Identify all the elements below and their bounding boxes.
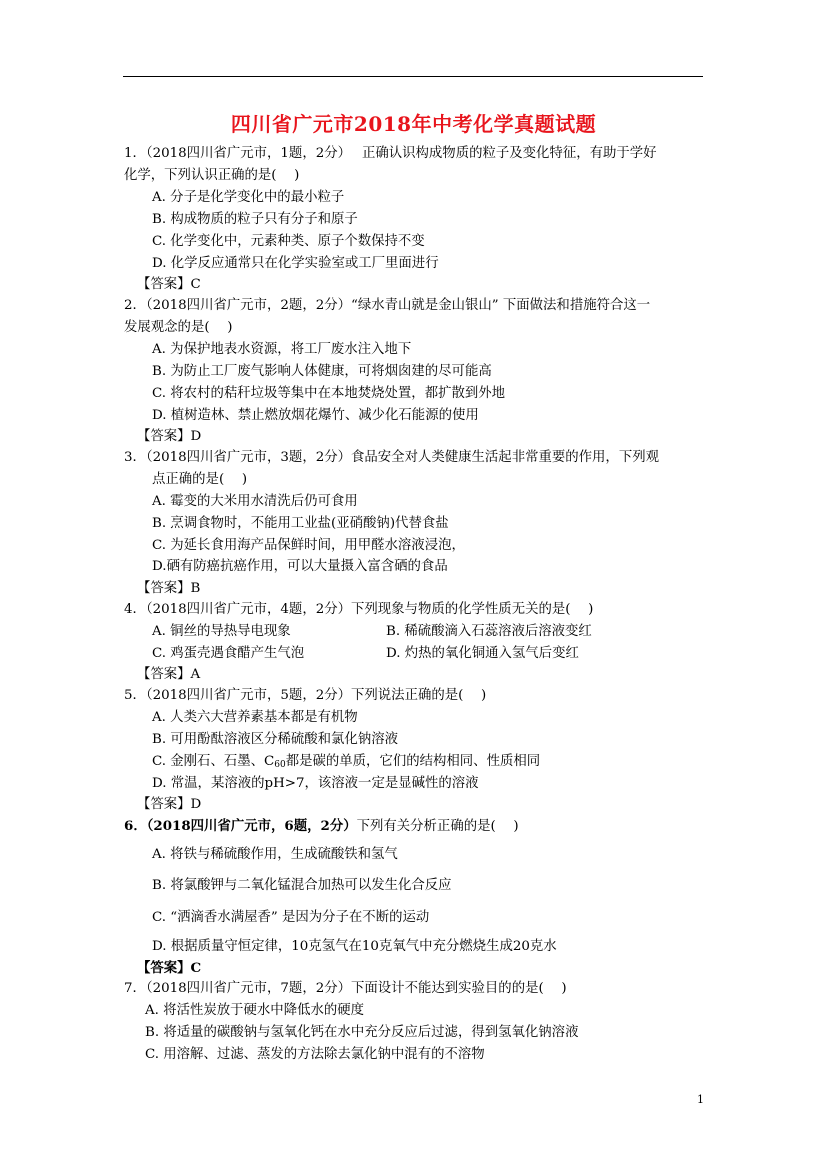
q5-option-c-pre: C. 金刚石、石墨、C [152,754,275,769]
q4-option-d: D. 灼热的氧化铜通入氢气后变红 [386,646,579,661]
document-title: 四川省广元市2018年中考化学真题试题 [230,112,597,136]
q5-option-c [152,754,540,770]
q1-answer: 【答案】C [137,277,201,292]
q5-answer: 【答案】D [137,797,202,812]
q1-stem-cont: 化学，下列认识正确的是( ) [124,168,300,183]
q2-stem-cont: 发展观念的是( ) [124,320,233,335]
q3-option-d: D.硒有防癌抗癌作用，可以大量摄入富含硒的食品 [152,559,448,574]
q1-option-d: D. 化学反应通常只在化学实验室或工厂里面进行 [152,256,439,271]
q5-stem: 5．（2018四川省广元市，5题，2分）下列说法正确的是( ) [124,688,487,703]
q6-stem-source: 6．（2018四川省广元市，6题，2分） [124,818,357,834]
q5-option-b: B. 可用酚酞溶液区分稀硫酸和氯化钠溶液 [152,732,398,747]
q3-stem-cont: 点正确的是( ) [152,472,248,487]
q4-option-a: A. 铜丝的导热导电现象 [152,624,291,639]
q6-option-d: D. 根据质量守恒定律，10克氢气在10克氧气中充分燃烧生成20克水 [152,939,557,954]
q6-option-c: C. “洒滴香水满屋香” 是因为分子在不断的运动 [152,910,430,925]
q1-stem: 1．（2018四川省广元市，1题，2分） 正确认识构成物质的粒子及变化特征，有助于学好 [124,146,657,161]
page-number: 1 [697,1093,704,1106]
q6-option-a: A. 将铁与稀硫酸作用，生成硫酸铁和氢气 [152,847,398,862]
q7-option-a: A. 将活性炭放于硬水中降低水的硬度 [145,1003,365,1018]
q5-option-c-subscript: 60 [274,760,286,770]
q5-option-d: D. 常温，某溶液的pH>7，该溶液一定是显碱性的溶液 [152,776,479,791]
header-rule [123,76,703,77]
q6-stem-text: 下列有关分析正确的是( ) [356,819,519,834]
q5-option-c-post: 都是碳的单质，它们的结构相同、性质相同 [285,754,541,769]
q3-stem: 3．（2018四川省广元市，3题，2分）食品安全对人类健康生活起非常重要的作用，下列观 [124,450,659,465]
q4-stem: 4．（2018四川省广元市，4题，2分）下列现象与物质的化学性质无关的是( ) [124,602,594,617]
q7-option-b: B. 将适量的碳酸钠与氢氧化钙在水中充分反应后过滤，得到氢氧化钠溶液 [145,1025,579,1040]
q6-answer: 【答案】C [137,960,202,976]
q1-option-b: B. 构成物质的粒子只有分子和原子 [152,212,358,227]
q4-option-c: C. 鸡蛋壳遇食醋产生气泡 [152,646,305,661]
q2-option-b: B. 为防止工厂废气影响人体健康，可将烟囱建的尽可能高 [152,364,492,379]
q2-option-c: C. 将农村的秸秆垃圾等集中在本地焚烧处置，都扩散到外地 [152,386,506,401]
q2-answer: 【答案】D [137,429,202,444]
q6-option-b: B. 将氯酸钾与二氧化锰混合加热可以发生化合反应 [152,878,452,893]
q1-option-a: A. 分子是化学变化中的最小粒子 [152,190,345,205]
q2-option-a: A. 为保护地表水资源，将工厂废水注入地下 [152,342,412,357]
q6-stem [124,818,519,835]
q3-option-b: B. 烹调食物时，不能用工业盐(亚硝酸钠)代替食盐 [152,516,449,531]
q7-stem: 7．（2018四川省广元市，7题，2分）下面设计不能达到实验目的的是( ) [124,981,567,996]
q4-answer: 【答案】A [137,667,201,682]
q2-stem: 2．（2018四川省广元市，2题，2分）“绿水青山就是金山银山” 下面做法和措施符合这一 [124,298,651,313]
q3-option-c: C. 为延长食用海产品保鲜时间，用甲醛水溶液浸泡， [152,538,465,553]
q4-option-b: B. 稀硫酸滴入石蕊溶液后溶液变红 [386,624,592,639]
q3-answer: 【答案】B [137,581,201,596]
q1-option-c: C. 化学变化中，元素种类、原子个数保持不变 [152,234,425,249]
q7-option-c: C. 用溶解、过滤、蒸发的方法除去氯化钠中混有的不溶物 [145,1047,485,1062]
q5-option-a: A. 人类六大营养素基本都是有机物 [152,710,358,725]
q2-option-d: D. 植树造林、禁止燃放烟花爆竹、减少化石能源的使用 [152,408,479,423]
q3-option-a: A. 霉变的大米用水清洗后仍可食用 [152,494,358,509]
